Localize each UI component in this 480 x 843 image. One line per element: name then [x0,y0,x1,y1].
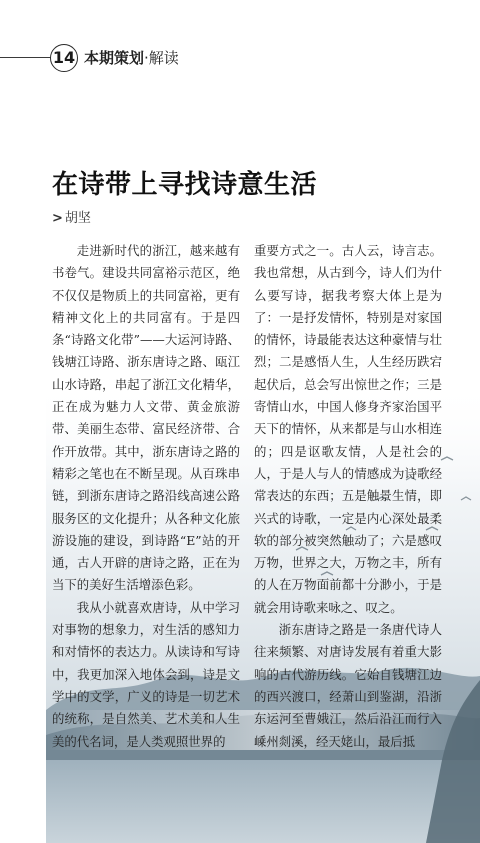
header-rule [0,57,52,58]
paragraph: 走进新时代的浙江，越来越有书卷气。建设共同富裕示范区，绝不仅仅是物质上的共同富裕，更有精神文化上的共同富有。于是四条“诗路文化带”——大运河诗路、钱塘江诗路、浙东唐诗之路、瓯江山水诗路，串起了浙江文化精华，正在成为魅力人文带、黄金旅游带、美丽生态带、富民经济带、合作开放带。其中，浙东唐诗之路的精彩之笔也在不断呈现。从百珠串链，到浙东唐诗之路沿线高速公路服务区的文化提升；从各种文化旅游设施的建设，到诗路“E”站的开通，古人开辟的唐诗之路，正在为当下的美好生活增添色彩。 [52,243,240,593]
paragraph: 重要方式之一。古人云，诗言志。我也常想，从古到今，诗人们为什么要写诗，据我考察大体上是为了：一是抒发情怀，特别是对家国的情怀，诗最能表达这种豪情与壮烈；二是感悟人生，人生经历跌宕起伏后，总会写出惊世之作；三是寄情山水，中国人修身齐家治国平天下的情怀，从来都是与山水相连的；四是讴歌友情，人是社会的人，于是人与人的情感成为诗歌经常表达的东西；五是触景生情，即兴式的诗歌，一定是内心深处最柔软的部分被突然触动了；六是感叹万物，世界之大，万物之丰，所有的人在万物面前都十分渺小，于是就会用诗歌来咏之、叹之。 [254,243,442,615]
article-column-left [52,240,240,753]
section-title: 本期策划 [84,49,145,67]
author-byline [52,207,91,226]
page-number-badge: 14 [50,44,78,72]
article-title: 在诗带上寻找诗意生活 [52,170,318,200]
author-name: 胡坚 [64,211,91,226]
paragraph: 浙东唐诗之路是一条唐代诗人往来频繁、对唐诗发展有着重大影响的古代游历线。它始自钱塘江边的西兴渡口，经萧山到鉴湖，沿浙东运河至曹娥江，然后沿江而行入嵊州剡溪，经天姥山，最后抵 [254,622,442,749]
paragraph: 我从小就喜欢唐诗，从中学习对事物的想象力，对生活的感知力和对情怀的表达力。从读诗和写诗中，我更加深入地体会到，诗是文学中的文学，广义的诗是一切艺术的统称，是自然美、艺术美和人生美的代名词，是人类观照世界的 [52,599,240,749]
chevron-right-icon: > [52,211,63,226]
article-column-right [254,240,442,753]
section-label [84,47,179,68]
section-subtitle: ·解读 [144,49,179,67]
